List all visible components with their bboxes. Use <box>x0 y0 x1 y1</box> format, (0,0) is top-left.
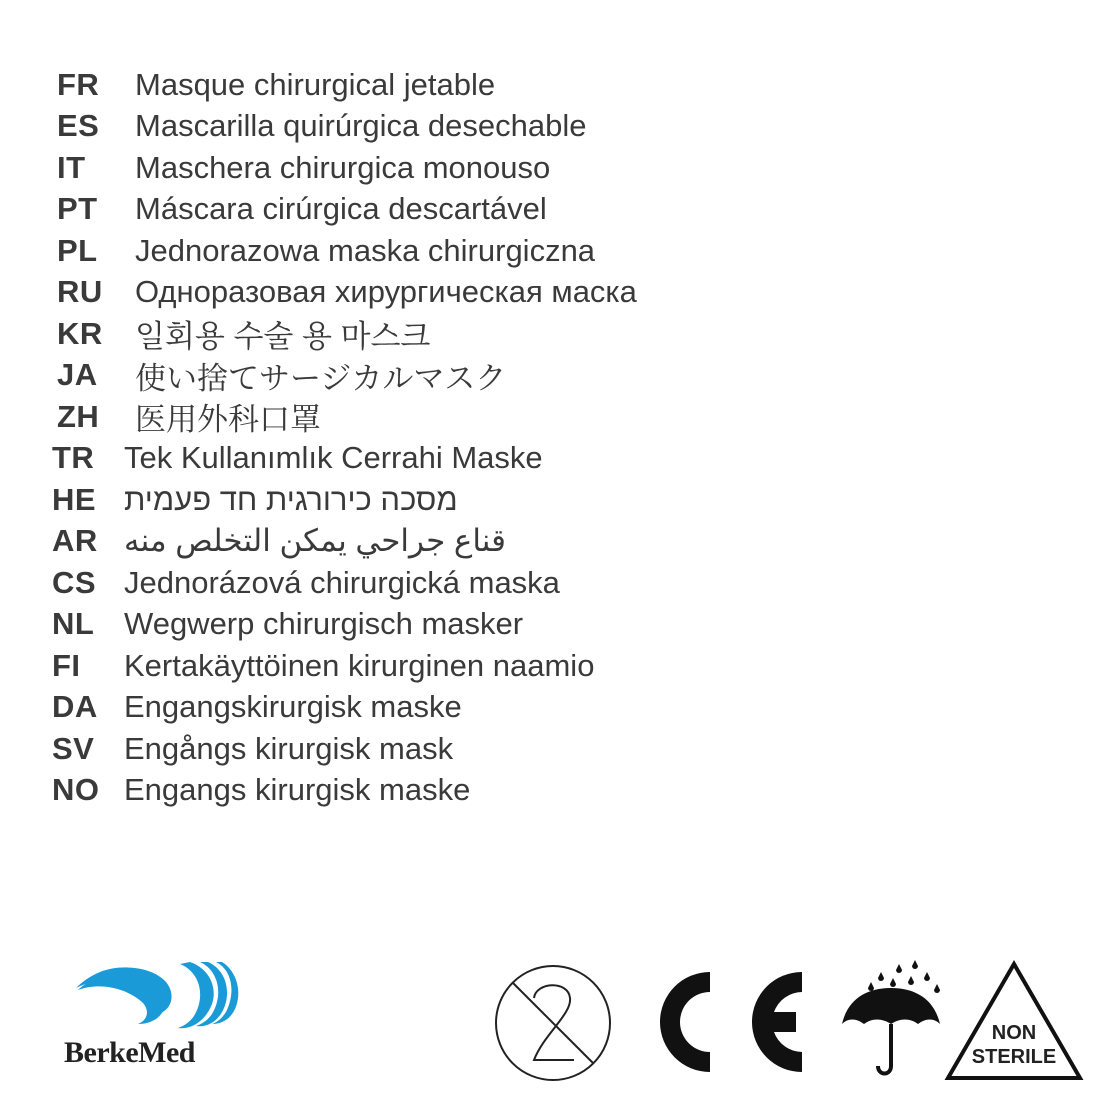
language-text: Jednorázová chirurgická maska <box>124 564 560 600</box>
language-code: PL <box>57 232 98 268</box>
logo-wordmark: BerkeMed <box>64 1036 195 1069</box>
language-code: ZH <box>57 398 100 434</box>
language-text: Одноразовая хирургическая маска <box>135 274 637 310</box>
language-row <box>52 147 1052 189</box>
language-text: Kertakäyttöinen kirurginen naamio <box>124 647 595 683</box>
language-text: 使い捨てサージカルマスク <box>135 360 507 396</box>
language-row <box>52 770 1052 812</box>
language-row <box>52 687 1052 729</box>
language-row <box>52 562 1052 604</box>
language-text: Maschera chirurgica monouso <box>135 149 551 185</box>
language-code: PT <box>57 191 98 227</box>
language-code: TR <box>52 440 95 476</box>
berkemed-logo <box>60 958 270 1078</box>
language-row <box>52 645 1052 687</box>
language-text: מסכה כירורגית חד פעמית <box>124 481 458 517</box>
language-code: JA <box>57 357 98 393</box>
language-text: Tek Kullanımlık Cerrahi Maske <box>124 440 543 476</box>
language-text: Wegwerp chirurgisch masker <box>124 606 524 642</box>
language-code: KR <box>57 315 103 351</box>
language-code: RU <box>57 274 103 310</box>
language-code: NO <box>52 772 100 808</box>
language-text: Masque chirurgical jetable <box>135 66 496 102</box>
language-row <box>52 189 1052 231</box>
language-row <box>52 438 1052 480</box>
language-row <box>52 313 1052 355</box>
language-row <box>52 230 1052 272</box>
language-text: Máscara cirúrgica descartável <box>135 191 547 227</box>
language-text: قناع جراحي يمكن التخلص منه <box>124 523 506 559</box>
language-list <box>52 64 1052 811</box>
language-code: HE <box>52 481 97 517</box>
keep-dry-icon <box>838 958 944 1080</box>
language-row <box>52 728 1052 770</box>
language-code: DA <box>52 689 98 725</box>
language-code: SV <box>52 730 95 766</box>
ce-mark-icon <box>648 966 810 1078</box>
language-row <box>52 272 1052 314</box>
language-text: Engångs kirurgisk mask <box>124 730 454 766</box>
language-code: IT <box>57 149 86 185</box>
language-text: Jednorazowa maska chirurgiczna <box>135 232 596 268</box>
language-row <box>52 521 1052 563</box>
language-text: 医用外科口罩 <box>135 402 321 438</box>
language-code: NL <box>52 606 95 642</box>
language-code: FI <box>52 647 81 683</box>
language-code: ES <box>57 108 100 144</box>
language-row <box>52 396 1052 438</box>
language-text: Engangs kirurgisk maske <box>124 772 471 808</box>
non-label: NON <box>991 1022 1037 1044</box>
language-row <box>52 604 1052 646</box>
wave-logo-icon <box>60 958 270 1038</box>
language-text: Engangskirurgisk maske <box>124 689 462 725</box>
language-code: CS <box>52 564 97 600</box>
language-text: 일회용 수술 용 마스크 <box>135 319 431 355</box>
sterile-label: STERILE <box>971 1046 1057 1068</box>
language-row <box>52 479 1052 521</box>
language-code: AR <box>52 523 98 559</box>
language-text: Mascarilla quirúrgica desechable <box>135 108 587 144</box>
language-code: FR <box>57 66 100 102</box>
do-not-reuse-icon <box>492 962 614 1084</box>
language-row <box>52 64 1052 106</box>
language-row <box>52 355 1052 397</box>
language-row <box>52 106 1052 148</box>
